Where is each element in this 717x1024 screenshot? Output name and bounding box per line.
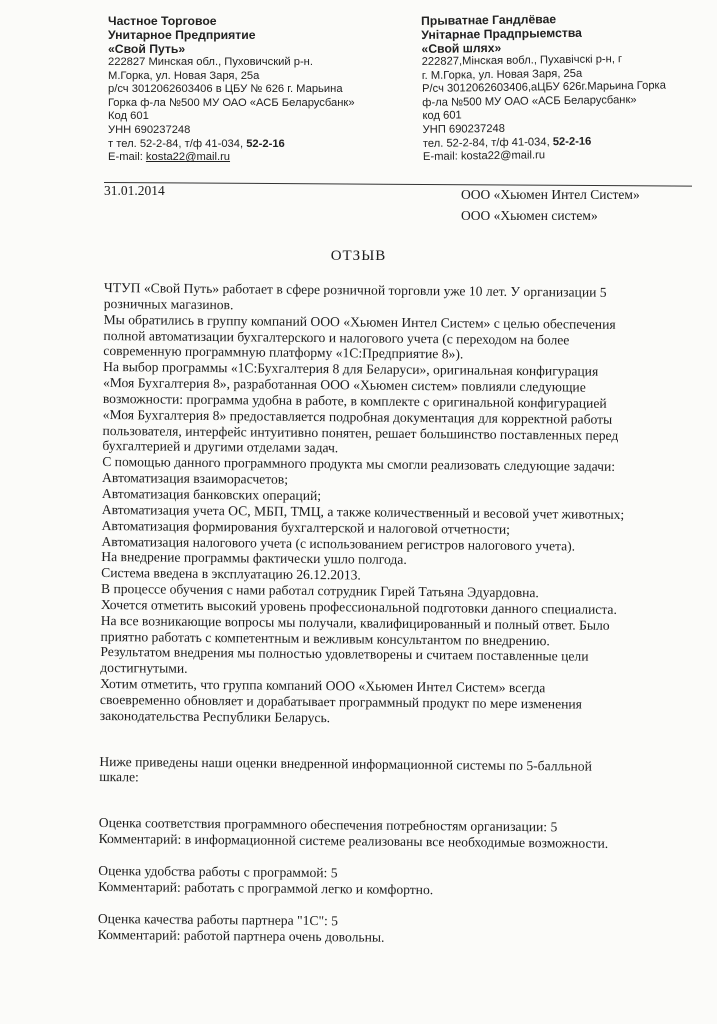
body-line: достигнутыми.	[100, 660, 188, 677]
body-line: полной автоматизации бухгалтерского и налогового учета (с переходом на более	[103, 327, 570, 348]
body-line: На выбор программы «1С:Бухгалтерия 8 для Беларуси», оригинальная конфигурация	[103, 359, 599, 379]
phone-line: тел. 52-2-84, т/ф 41-034, 52-2-16	[422, 135, 592, 150]
bank-line: Горка ф-ла №500 МУ ОАО «АСБ Беларусбанк»	[108, 96, 355, 109]
body-line: «Моя Бухгалтерия 8» предоставляется подробная документация для корректной работы	[102, 406, 613, 427]
rating-line: Оценка качества работы партнера "1С": 5	[97, 910, 339, 928]
unn-line: УНП 690237248	[422, 122, 506, 136]
rating-line: Оценка соответствия программного обеспечения потребностям организации: 5	[98, 815, 558, 835]
intro-line: Ниже приведены наши оценки внедренной информационной системы по 5-балльной	[99, 753, 592, 774]
body-line: Автоматизация банковских операций;	[101, 485, 322, 504]
company-name-line: Частное Торговое	[108, 14, 217, 28]
recipient-line: ООО «Хьюмен Интел Систем»	[461, 187, 640, 202]
unn-line: УНН 690237248	[108, 123, 191, 136]
company-name-line: Унитарное Предприятие	[108, 28, 256, 42]
company-name-line: «Свой шлях»	[421, 40, 502, 56]
bank-line: р/сч 3012062603406 в ЦБУ № 626 г. Марьина	[108, 83, 343, 96]
email-line: E-mail: kosta22@mail.ru	[422, 149, 546, 164]
body-line: Хотим отметить, что группа компаний ООО «Хьюмен Интел Систем» всегда	[100, 676, 546, 696]
letterhead-right	[421, 10, 708, 165]
bank-line: ф-ла №500 МУ ОАО «АСБ Беларусбанк»	[422, 93, 637, 109]
body-line: Автоматизация взаиморасчетов;	[102, 470, 289, 487]
body-line: бухгалтерией и другими отделами задач.	[102, 438, 339, 456]
body-line: пользователя, интерфейс интуитивно понятен, решает большинство поставленных перед	[102, 422, 619, 443]
recipient-line: ООО «Хьюмен систем»	[461, 208, 598, 223]
body-line: На все возникающие вопросы мы получали, квалифицированный и полный ответ. Было	[100, 612, 610, 633]
body-line: розничных магазинов.	[103, 295, 234, 313]
bank-line: Р/сч 3012062603406,аЦБУ 626г.Марьина Горка	[421, 79, 666, 96]
address-line: 222827 Минская обл., Пуховичский р-н.	[108, 56, 313, 68]
email-link[interactable]: kosta22@mail.ru	[460, 149, 546, 163]
address-line: г. М.Горка, ул. Новая Заря, 25а	[421, 67, 583, 82]
comment-line: Комментарий: в информационной системе реализованы все необходимые возможности.	[98, 831, 609, 852]
intro-line: шкале:	[99, 769, 139, 785]
rating-line: Оценка удобства работы с программой: 5	[98, 862, 338, 881]
comment-line: Комментарий: работой партнера очень довольны.	[97, 926, 385, 945]
body-line: Результатом внедрения мы полностью удовлетворены и считаем поставленные цели	[100, 644, 589, 665]
body-line: Автоматизация учета ОС, МБП, ТМЦ, а также количественный и весовой учет животных;	[101, 501, 625, 522]
body-line: На внедрение программы фактически ушло полгода.	[101, 549, 407, 568]
code-line: код 601	[422, 109, 462, 123]
body-line: Автоматизация налогового учета (с использованием регистров налогового учета).	[101, 533, 576, 554]
address-line: М.Горка, ул. Новая Заря, 25а	[108, 69, 260, 82]
body-line: своевременно обновляет и дорабатывает программный продукт по мере изменения	[99, 691, 583, 712]
letterhead-left	[108, 14, 398, 165]
company-name-line: Унітарнае Прадпрыемства	[421, 25, 583, 42]
body-line: ЧТУП «Свой Путь» работает в сфере розничной торговли уже 10 лет. У организации 5	[103, 280, 607, 300]
company-name-line: Прыватнае Гандлёвае	[421, 12, 557, 28]
recipients	[461, 184, 640, 226]
address-line: 222827,Мінская вобл., Пухавічскі р-н, г	[421, 53, 623, 68]
code-line: Код 601	[108, 110, 149, 123]
document-title: ОТЗЫВ	[330, 248, 387, 264]
comment-line: Комментарий: работать с программой легко и комфортно.	[98, 878, 434, 898]
body-line: В процессе обучения с нами работал сотрудник Гирей Татьяна Эдуардовна.	[100, 581, 539, 601]
body-line: «Моя Бухгалтерия 8», разработанная ООО «Хьюмен систем» повлияли следующие	[102, 375, 586, 395]
company-name-line: «Свой Путь»	[108, 42, 186, 56]
body-line: С помощью данного программного продукта мы смогли реализовать следующие задачи:	[102, 454, 616, 475]
body-line: Система введена в эксплуатацию 26.12.2013.	[101, 565, 361, 583]
email-link[interactable]: kosta22@mail.ru	[145, 151, 231, 164]
letter-date: 31.01.2014	[104, 183, 165, 198]
body-line: Мы обратились в группу компаний ООО «Хьюмен Интел Систем» с целью обеспечения	[103, 311, 616, 332]
body-line: современную программную платформу «1С:Предприятие 8»).	[103, 343, 464, 362]
email-line: E-mail: kosta22@mail.ru	[108, 151, 231, 164]
body-line: возможности: программа удобна в работе, в комплекте с оригинальной конфигурацией	[102, 390, 607, 411]
body-line: Автоматизация формирования бухгалтерской и налоговой отчетности;	[101, 517, 511, 537]
body-line: Хочется отметить высокий уровень профессиональной подготовки данного специалиста.	[100, 596, 617, 617]
phone-line: т тел. 52-2-84, т/ф 41-034, 52-2-16	[108, 137, 285, 150]
body-line: законодательства Республики Беларусь.	[99, 707, 331, 725]
body-line: приятно работать с компетентным и вежливым консультантом по внедрению.	[100, 628, 550, 648]
letter-body	[98, 280, 694, 948]
